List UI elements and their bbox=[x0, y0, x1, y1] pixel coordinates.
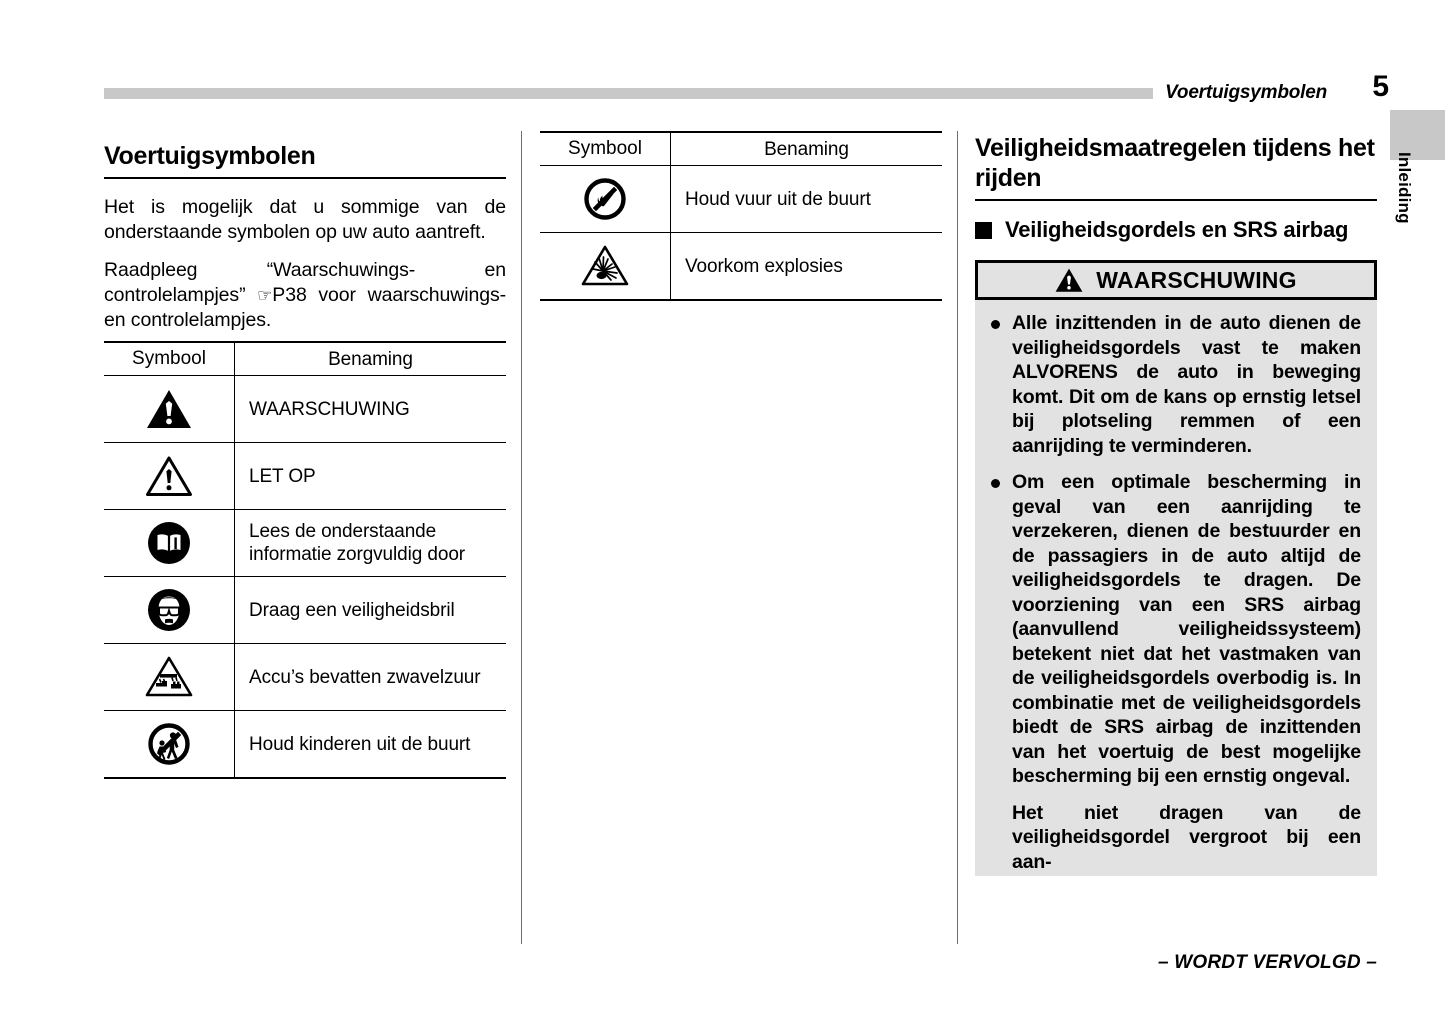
table-header-row bbox=[540, 132, 942, 166]
symbol-cell bbox=[540, 233, 671, 301]
middle-column bbox=[540, 131, 942, 301]
intro-paragraph-2-part-a: Raadpleeg “Waarschuwings- en controlelampjes” bbox=[104, 259, 506, 306]
subsection-heading-seatbelts-srs bbox=[975, 216, 1377, 243]
intro-paragraph-1: Het is mogelijk dat u sommige van de onderstaande symbolen op uw auto aantreft. bbox=[104, 196, 506, 243]
symbol-cell bbox=[540, 166, 671, 233]
column-header-benaming: Benaming bbox=[671, 132, 943, 166]
header-rule-band bbox=[104, 88, 1318, 99]
symbol-cell bbox=[104, 577, 235, 644]
symbol-table-middle-head bbox=[540, 132, 942, 166]
symbol-cell bbox=[104, 510, 235, 577]
section-heading-vehicle-symbols: Voertuigsymbolen bbox=[104, 141, 506, 179]
table-row bbox=[104, 577, 506, 644]
symbol-table-middle-body bbox=[540, 166, 942, 301]
right-column bbox=[975, 131, 1377, 876]
column-header-symbool: Symbool bbox=[540, 132, 671, 166]
column-divider-2 bbox=[957, 131, 958, 944]
intro-paragraph-2-part-b: P38 voor waarschuwings- en controlelampjes. bbox=[104, 284, 506, 331]
side-tab-label: Inleiding bbox=[1395, 152, 1414, 224]
subsection-heading-label: Veiligheidsgordels en SRS airbag bbox=[1005, 217, 1349, 242]
safety-goggles-icon bbox=[104, 577, 234, 643]
warning-triangle-filled-icon bbox=[104, 376, 234, 442]
table-row bbox=[540, 166, 942, 233]
table-row bbox=[104, 510, 506, 577]
table-row bbox=[104, 443, 506, 510]
warning-box-header bbox=[975, 260, 1377, 300]
running-header-title: Voertuigsymbolen bbox=[1153, 80, 1337, 106]
intro-paragraph-2 bbox=[104, 258, 506, 333]
symbol-name-cell: WAARSCHUWING bbox=[235, 376, 507, 443]
bullet-icon bbox=[991, 320, 1000, 329]
symbol-table-left-body bbox=[104, 376, 506, 779]
symbol-name-cell: Houd kinderen uit de buurt bbox=[235, 711, 507, 779]
symbol-name-cell: Houd vuur uit de buurt bbox=[671, 166, 943, 233]
warning-bullet-item bbox=[991, 470, 1361, 789]
left-column bbox=[104, 131, 506, 779]
symbol-table-left bbox=[104, 341, 506, 779]
symbol-name-cell: LET OP bbox=[235, 443, 507, 510]
explosion-hazard-icon bbox=[540, 233, 670, 299]
continued-footer: – WORDT VERVOLGD – bbox=[1158, 952, 1377, 973]
warning-box-label: WAARSCHUWING bbox=[1096, 266, 1297, 293]
table-row bbox=[104, 711, 506, 779]
square-bullet-icon bbox=[975, 222, 992, 239]
symbol-cell bbox=[104, 443, 235, 510]
pointing-hand-icon: ☞ bbox=[257, 286, 273, 305]
symbol-name-cell: Draag een veiligheidsbril bbox=[235, 577, 507, 644]
table-row bbox=[104, 376, 506, 443]
warning-triangle-filled-icon bbox=[1055, 268, 1083, 293]
symbol-table-middle bbox=[540, 131, 942, 301]
warning-trailing-paragraph: Het niet dragen van de veiligheidsgordel vergroot bij een aan- bbox=[1012, 801, 1361, 873]
symbol-name-cell: Lees de onderstaande informatie zorgvuldig door bbox=[235, 510, 507, 577]
no-flame-icon bbox=[540, 166, 670, 232]
symbol-cell bbox=[104, 644, 235, 711]
read-manual-icon bbox=[104, 510, 234, 576]
warning-bullet-item bbox=[991, 311, 1361, 458]
symbol-cell bbox=[104, 376, 235, 443]
table-header-row bbox=[104, 342, 506, 376]
symbol-cell bbox=[104, 711, 235, 779]
bullet-icon bbox=[991, 479, 1000, 488]
warning-bullet-text: Om een optimale bescherming in geval van een aanrijding te verzekeren, dienen de bestuurder en de passagiers in de auto altijd de veiligheidsgordels te dragen. De voorziening van een SRS airbag (aanvullend veiligheidssysteem) betekent niet dat het vastmaken van de veiligheidsgordels overbodig is. In combinatie met de veiligheidsgordels biedt de SRS airbag de inzittenden van het voertuig de best mogelijke bescherming bij een ernstig ongeval. bbox=[1012, 471, 1361, 787]
symbol-name-cell: Voorkom explosies bbox=[671, 233, 943, 301]
section-heading-safety-measures: Veiligheidsmaatregelen tijdens het rijden bbox=[975, 133, 1377, 201]
column-header-symbool: Symbool bbox=[104, 342, 235, 376]
caution-triangle-outline-icon bbox=[104, 443, 234, 509]
table-row bbox=[104, 644, 506, 711]
symbol-name-cell: Accu’s bevatten zwavelzuur bbox=[235, 644, 507, 711]
column-header-benaming: Benaming bbox=[235, 342, 507, 376]
page-number: 5 bbox=[1372, 70, 1389, 103]
symbol-table-left-head bbox=[104, 342, 506, 376]
battery-acid-icon bbox=[104, 644, 234, 710]
warning-bullet-text: Alle inzittenden in de auto dienen de veiligheidsgordels vast te maken ALVORENS de auto in beweging komt. Dit om de kans op ernstig letsel bij plotseling remmen of een aanrijding te verminderen. bbox=[1012, 312, 1361, 457]
table-row bbox=[540, 233, 942, 301]
column-divider-1 bbox=[521, 131, 522, 944]
no-children-icon bbox=[104, 711, 234, 777]
warning-box-body bbox=[975, 300, 1377, 876]
